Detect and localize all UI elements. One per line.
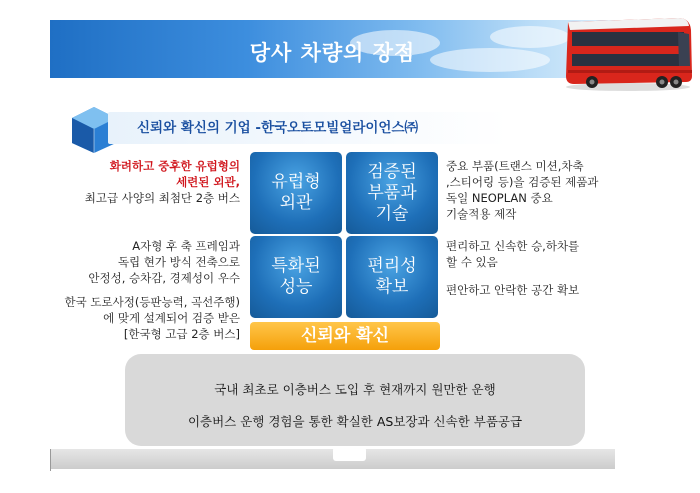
summary-panel <box>125 354 585 446</box>
summary-line-1: 국내 최초로 이층버스 도입 후 현재까지 원만한 운행 <box>214 382 496 397</box>
box-european-exterior <box>250 152 342 234</box>
left-block-performance-line-2: 독립 현가 방식 전축으로 <box>117 255 240 269</box>
right-block-parts-line-2: ,스티어링 등)을 검증된 제품과 <box>446 175 599 189</box>
box-verified-parts-line-2: 부품과 <box>367 182 417 203</box>
box-special-performance-line-2: 성능 <box>279 277 313 297</box>
box-convenience <box>346 236 438 318</box>
box-convenience-line-2: 확보 <box>375 277 409 297</box>
left-block-korea-road-line-2: 에 맞게 설계되어 검증 받은 <box>103 311 240 325</box>
left-block-performance-line-3: 안정성, 승차감, 경제성이 우수 <box>88 271 240 285</box>
right-block-comfort-line-1: 편안하고 안락한 공간 확보 <box>446 283 580 297</box>
left-block-exterior <box>40 158 240 206</box>
box-european-exterior-line-1: 유럽형 <box>271 172 321 192</box>
left-block-exterior-red-2: 세련된 외관, <box>176 175 240 189</box>
box-verified-parts-line-3: 기술 <box>375 203 409 224</box>
box-convenience-line-1: 편리성 <box>367 256 417 276</box>
box-special-performance-line-1: 특화된 <box>271 256 321 276</box>
right-block-parts <box>446 158 646 222</box>
box-european-exterior-line-2: 외관 <box>279 193 313 213</box>
left-block-korea-road <box>40 294 240 342</box>
left-block-performance <box>40 238 240 286</box>
left-block-korea-road-line-3: [한국형 고급 2층 버스] <box>123 327 240 341</box>
right-block-parts-line-4: 기술적용 제작 <box>446 207 517 221</box>
left-block-exterior-line-3: 최고급 사양의 최첨단 2층 버스 <box>84 191 240 205</box>
subtitle-text: 신뢰와 확신의 기업 -한국오토모빌얼라이언스㈜ <box>137 120 418 136</box>
footer-divider <box>50 449 51 471</box>
right-block-parts-line-1: 중요 부품(트랜스 미션,차축 <box>446 159 584 173</box>
left-block-korea-road-line-1: 한국 도로사정(등판능력, 곡선주행) <box>64 295 240 309</box>
header-banner <box>50 20 615 78</box>
right-block-boarding-line-2: 할 수 있음 <box>446 255 498 269</box>
right-block-comfort <box>446 282 646 298</box>
box-verified-parts-line-1: 검증된 <box>367 161 417 182</box>
box-verified-parts <box>346 152 438 234</box>
page-title: 당사 차량의 장점 <box>249 41 416 65</box>
footer-tab <box>333 447 366 461</box>
right-block-boarding-line-1: 편리하고 신속한 승,하차를 <box>446 239 580 253</box>
double-decker-bus-image <box>558 8 696 92</box>
trust-banner: 신뢰와 확신 <box>250 322 440 350</box>
right-block-boarding <box>446 238 646 270</box>
right-block-parts-line-3: 독일 NEOPLAN 중요 <box>446 191 553 205</box>
summary-line-2: 이층버스 운행 경험을 통한 확실한 AS보장과 신속한 부품공급 <box>187 414 523 429</box>
left-block-exterior-red-1: 화려하고 중후한 유럽형의 <box>109 159 240 173</box>
left-block-performance-line-1: A자형 후 축 프레임과 <box>132 239 240 253</box>
box-special-performance <box>250 236 342 318</box>
